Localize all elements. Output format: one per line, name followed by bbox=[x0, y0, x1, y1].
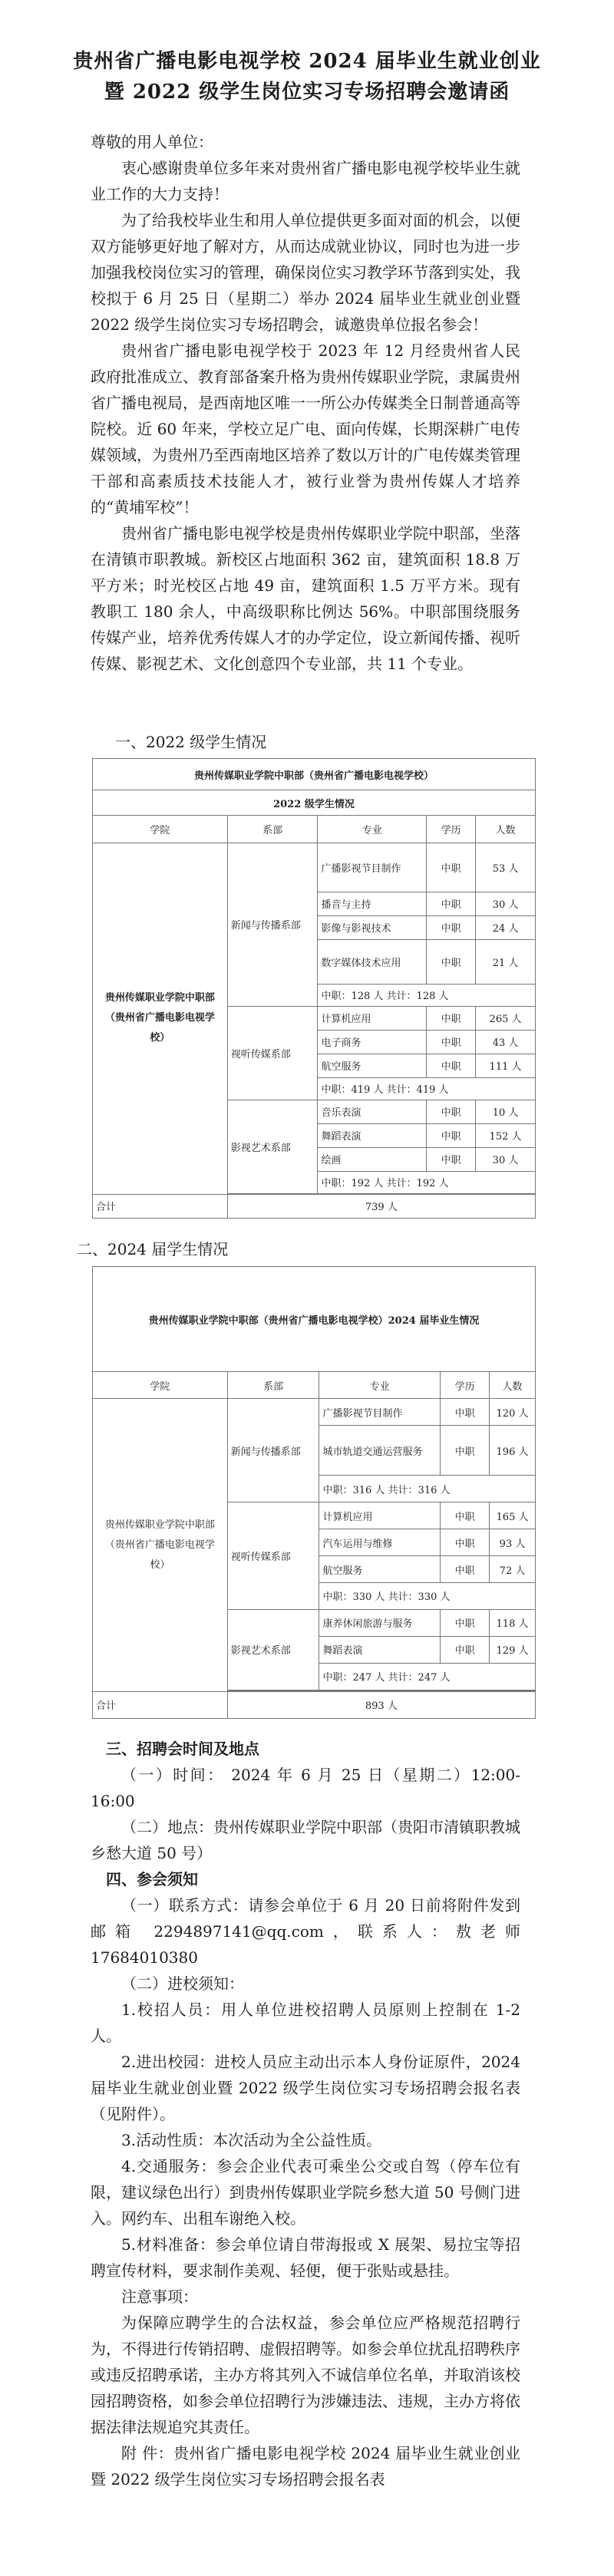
section-2-heading: 二、2024 届学生情况 bbox=[77, 1240, 229, 1258]
table-1-subtitle: 2022 级学生情况 bbox=[93, 790, 536, 816]
count-cell: 93 人 bbox=[490, 1529, 536, 1556]
edu-cell: 中职 bbox=[441, 1426, 490, 1476]
doc-title-line-2: 暨 2022 级学生岗位实习专场招聘会邀请函 bbox=[104, 81, 510, 104]
subtotal-cell: 中职：330 人 共计：330 人 bbox=[319, 1582, 536, 1609]
col-header-count: 人数 bbox=[490, 1372, 536, 1399]
subtotal-cell: 中职：316 人 共计：316 人 bbox=[319, 1476, 536, 1502]
major-cell: 计算机应用 bbox=[318, 1006, 427, 1030]
major-cell: 绘画 bbox=[318, 1147, 427, 1171]
count-cell: 24 人 bbox=[476, 915, 536, 939]
count-cell: 53 人 bbox=[476, 843, 536, 892]
col-header-major: 专业 bbox=[319, 1372, 441, 1399]
edu-cell: 中职 bbox=[441, 1502, 490, 1529]
major-cell: 舞蹈表演 bbox=[319, 1636, 441, 1663]
edu-cell: 中职 bbox=[427, 1054, 476, 1077]
edu-cell: 中职 bbox=[427, 843, 476, 892]
major-cell: 广播影视节目制作 bbox=[319, 1399, 441, 1426]
entry-note-item: 3.活动性质：本次活动为全公益性质。 bbox=[121, 2131, 382, 2149]
count-cell: 30 人 bbox=[476, 1147, 536, 1171]
major-cell: 音乐表演 bbox=[318, 1100, 427, 1123]
notice-text: 为保障应聘学生的合法权益，参会单位应严格规范招聘行为，不得进行传销招聘、虚假招聘等。如参会单位扰乱招聘秩序或违反招聘承诺，主办方将其列入不诚信单位名单，并取消该校园招聘资格，如参会单位招聘行为涉嫌违法、违规，主办方将依据法律法规追究其责任。 bbox=[91, 2314, 520, 2436]
intro-paragraph-4: 贵州省广播电影电视学校是贵州传媒职业学院中职部，坐落在清镇市职教城。新校区占地面积 362 亩，建筑面积 18.8 万平方米；时光校区占地 49 亩，建筑面积 1.5 万平方米。现有教职工 180 余人，中高级职称比例达 56%。中职部围绕服务传媒产业，培养优秀传媒人才的办学定位，设立新闻传播、视听传媒、影视艺术、文化创意四个专业部，共 11 个专业。 bbox=[91, 524, 520, 673]
table-2-title: 贵州传媒职业学院中职部（贵州省广播电影电视学校）2024 届毕业生情况 bbox=[93, 1267, 536, 1372]
attachment-note: 附 件：贵州省广播电影电视学校 2024 届毕业生就业创业暨 2022 级学生岗位实习专场招聘会报名表 bbox=[91, 2444, 520, 2489]
col-header-major: 专业 bbox=[318, 816, 427, 843]
total-row bbox=[93, 1194, 536, 1218]
college-cell: 贵州传媒职业学院中职部（贵州省广播电影电视学校） bbox=[93, 1399, 228, 1692]
closing-body bbox=[91, 1736, 520, 2492]
col-header-dept: 系部 bbox=[227, 816, 318, 843]
major-cell: 计算机应用 bbox=[319, 1502, 441, 1529]
subtotal-cell: 中职：192 人 共计：192 人 bbox=[318, 1171, 536, 1193]
dept-cell: 影视艺术系部 bbox=[227, 1609, 319, 1690]
event-place: （二）地点：贵州传媒职业学院中职部（贵阳市清镇职教城乡愁大道 50 号） bbox=[91, 1818, 520, 1862]
major-cell: 城市轨道交通运营服务 bbox=[319, 1426, 441, 1476]
intro-paragraph-3: 贵州省广播电影电视学校于 2023 年 12 月经贵州省人民政府批准成立、教育部备案升格为贵州传媒职业学院，隶属贵州省广播电视局，是西南地区唯一一所公办传媒类全日制普通高等院校。近 60 年来，学校立足广电、面向传媒，长期深耕广电传媒领域，为贵州乃至西南地区培养了数以万计的广电传媒类管理干部和高素质技术技能人才，被行业誉为贵州传媒人才培养的“黄埔军校”！ bbox=[91, 341, 520, 516]
entry-note-item: 5.材料准备：参会单位请自带海报或 X 展架、易拉宝等招聘宣传材料，要求制作美观、轻便，便于张贴或悬挂。 bbox=[91, 2235, 520, 2280]
dept-cell: 视听传媒系部 bbox=[227, 1006, 318, 1100]
col-header-edu: 学历 bbox=[427, 816, 476, 843]
intro-paragraph-1: 衷心感谢贵单位多年来对贵州省广播电影电视学校毕业生就业工作的大力支持！ bbox=[91, 159, 520, 203]
count-cell: 196 人 bbox=[490, 1426, 536, 1476]
major-cell: 影像与影视技术 bbox=[318, 915, 427, 939]
count-cell: 118 人 bbox=[490, 1609, 536, 1636]
table-2022-students bbox=[92, 758, 536, 1219]
major-cell: 广播影视节目制作 bbox=[318, 843, 427, 892]
total-label: 合计 bbox=[93, 1194, 228, 1218]
edu-cell: 中职 bbox=[427, 1006, 476, 1030]
entry-note-item: 4.交通服务：参会企业代表可乘坐公交或自驾（停车位有限，建议绿色出行）到贵州传媒职业学院乡愁大道 50 号侧门进入。网约车、出租车谢绝入校。 bbox=[91, 2157, 520, 2228]
entry-notes-title: （二）进校须知： bbox=[121, 1974, 244, 1993]
doc-title-line-1: 贵州省广播电影电视学校 2024 届毕业生就业创业 bbox=[73, 50, 541, 73]
table-2024-graduates bbox=[92, 1266, 536, 1719]
major-cell: 播音与主持 bbox=[318, 892, 427, 915]
dept-cell: 影视艺术系部 bbox=[227, 1100, 318, 1193]
college-cell: 贵州传媒职业学院中职部（贵州省广播电影电视学校） bbox=[93, 843, 228, 1194]
subtotal-cell: 中职：128 人 共计：128 人 bbox=[318, 984, 536, 1006]
edu-cell: 中职 bbox=[441, 1609, 490, 1636]
edu-cell: 中职 bbox=[427, 1030, 476, 1054]
edu-cell: 中职 bbox=[427, 915, 476, 939]
edu-cell: 中职 bbox=[427, 892, 476, 915]
count-cell: 120 人 bbox=[490, 1399, 536, 1426]
count-cell: 43 人 bbox=[476, 1030, 536, 1054]
dept-cell: 新闻与传播系部 bbox=[227, 1399, 319, 1502]
major-cell: 康养休闲旅游与服务 bbox=[319, 1609, 441, 1636]
col-header-count: 人数 bbox=[476, 816, 536, 843]
section-4-heading: 四、参会须知 bbox=[106, 1870, 198, 1888]
count-cell: 21 人 bbox=[476, 939, 536, 984]
entry-note-item: 1.校招人员：用人单位进校招聘人员原则上控制在 1-2 人。 bbox=[91, 2000, 520, 2045]
edu-cell: 中职 bbox=[441, 1556, 490, 1583]
count-cell: 165 人 bbox=[490, 1502, 536, 1529]
major-cell: 汽车运用与维修 bbox=[319, 1529, 441, 1556]
count-cell: 129 人 bbox=[490, 1636, 536, 1663]
total-value: 739 人 bbox=[227, 1194, 535, 1218]
major-cell: 舞蹈表演 bbox=[318, 1123, 427, 1147]
intro-body bbox=[91, 129, 520, 677]
edu-cell: 中职 bbox=[441, 1636, 490, 1663]
edu-cell: 中职 bbox=[427, 1123, 476, 1147]
count-cell: 10 人 bbox=[476, 1100, 536, 1123]
major-cell: 数字媒体技术应用 bbox=[318, 939, 427, 984]
section-1-heading: 一、2022 级学生情况 bbox=[115, 733, 267, 751]
subtotal-cell: 中职：247 人 共计：247 人 bbox=[319, 1663, 536, 1690]
section-3-heading: 三、招聘会时间及地点 bbox=[106, 1740, 259, 1758]
edu-cell: 中职 bbox=[441, 1529, 490, 1556]
table-row bbox=[93, 1399, 536, 1426]
count-cell: 152 人 bbox=[476, 1123, 536, 1147]
contact-info: （一）联系方式：请参会单位于 6 月 20 日前将附件发到邮箱 2294897141@qq.com，联系人：敖老师 17684010380 bbox=[91, 1896, 520, 1967]
col-header-college: 学院 bbox=[93, 1372, 228, 1399]
total-row bbox=[93, 1691, 536, 1718]
count-cell: 111 人 bbox=[476, 1054, 536, 1077]
salutation: 尊敬的用人单位： bbox=[91, 133, 213, 151]
edu-cell: 中职 bbox=[427, 939, 476, 984]
notice-title: 注意事项： bbox=[121, 2287, 198, 2306]
count-cell: 30 人 bbox=[476, 892, 536, 915]
entry-note-item: 2.进出校园：进校人员应主动出示本人身份证原件，2024 届毕业生就业创业暨 2022 级学生岗位实习专场招聘会报名表（见附件）。 bbox=[91, 2053, 520, 2123]
edu-cell: 中职 bbox=[427, 1100, 476, 1123]
dept-cell: 新闻与传播系部 bbox=[227, 843, 318, 1006]
col-header-college: 学院 bbox=[93, 816, 228, 843]
col-header-edu: 学历 bbox=[441, 1372, 490, 1399]
dept-cell: 视听传媒系部 bbox=[227, 1502, 319, 1610]
intro-paragraph-2: 为了给我校毕业生和用人单位提供更多面对面的机会，以便双方能够更好地了解对方，从而达成就业协议，同时也为进一步加强我校岗位实习的管理，确保岗位实习教学环节落到实处，我校拟于 6 月 25 日（星期二）举办 2024 届毕业生就业创业暨 2022 级学生岗位实习专场招聘会，诚邀贵单位报名参会！ bbox=[91, 211, 520, 334]
major-cell: 电子商务 bbox=[318, 1030, 427, 1054]
total-label: 合计 bbox=[93, 1691, 228, 1718]
total-value: 893 人 bbox=[227, 1691, 535, 1718]
count-cell: 72 人 bbox=[490, 1556, 536, 1583]
edu-cell: 中职 bbox=[441, 1399, 490, 1426]
count-cell: 265 人 bbox=[476, 1006, 536, 1030]
subtotal-cell: 中职：419 人 共计：419 人 bbox=[318, 1077, 536, 1100]
table-1-title: 贵州传媒职业学院中职部（贵州省广播电影电视学校） bbox=[93, 759, 536, 790]
table-row bbox=[93, 843, 536, 892]
edu-cell: 中职 bbox=[427, 1147, 476, 1171]
major-cell: 航空服务 bbox=[318, 1054, 427, 1077]
col-header-dept: 系部 bbox=[227, 1372, 319, 1399]
event-time: （一）时间： 2024 年 6 月 25 日（星期二）12:00-16:00 bbox=[91, 1766, 520, 1810]
major-cell: 航空服务 bbox=[319, 1556, 441, 1583]
